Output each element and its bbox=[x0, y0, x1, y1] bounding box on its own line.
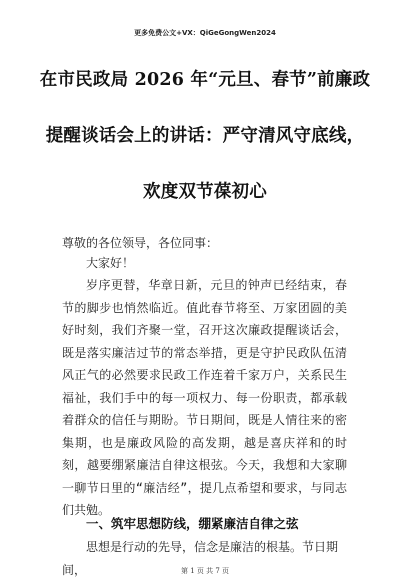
document-title-line-1: 在市民政局 2026 年“元旦、春节”前廉政 bbox=[39, 70, 371, 90]
salutation: 尊敬的各位领导，各位同事： bbox=[62, 236, 219, 250]
page-header: 更多免费公文+VX：QiGeGongWen2024 bbox=[134, 29, 276, 37]
paragraph-intro: 岁序更替，华章日新，元旦的钟声已经结束，春节的脚步也悄然临近。值此春节将至、万家团圆的美好时刻，我们齐聚一堂，召开这次廉政提醒谈话会，既是落实廉洁过节的常态举措，更是守护民政队伍清风正气的必然要求民政工作连着千家万户，关系民生福祉，我们手中的每一项权力、每一份职责，都承载着群众的信任与期盼。节日期间，既是人情往来的密集期，也是廉政风险的高发期，越是喜庆祥和的时刻，越要绷紧廉洁自律这根弦。今天，我想和大家聊一聊节日里的“廉洁经”，提几点希望和要求，与同志们共勉。 bbox=[62, 278, 347, 517]
section-heading-1: 一、筑牢思想防线，绷紧廉洁自律之弦 bbox=[86, 516, 299, 531]
paragraph-section-1: 思想是行动的先导，信念是廉洁的根基。节日期间， bbox=[62, 540, 339, 577]
document-title-line-3: 欢度双节葆初心 bbox=[143, 182, 267, 202]
greeting: 大家好！ bbox=[86, 256, 135, 270]
document-title-line-2: 提醒谈话会上的讲话：严守清风守底线， bbox=[45, 126, 365, 146]
page-footer: 第 1 页 共 7 页 bbox=[180, 567, 230, 575]
